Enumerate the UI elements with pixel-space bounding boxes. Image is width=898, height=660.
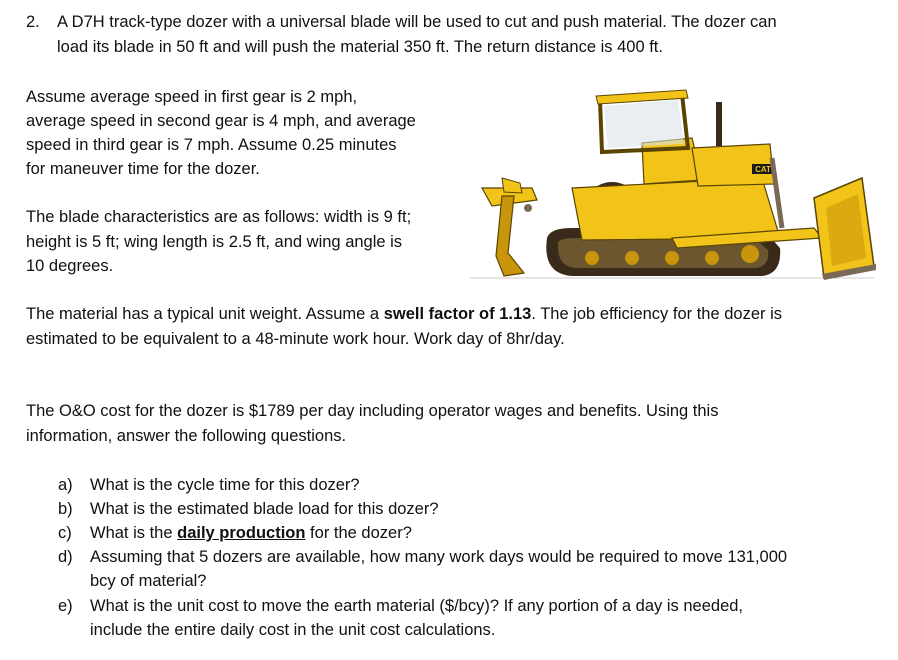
question-a-label: a) xyxy=(58,476,73,494)
question-c-text xyxy=(90,521,412,545)
swell-factor: swell factor of 1.13 xyxy=(383,305,532,323)
blade-line-3: 10 degrees. xyxy=(26,257,114,275)
speed-line-2: average speed in second gear is 4 mph, and average xyxy=(26,112,416,130)
material-line-1 xyxy=(26,302,782,326)
problem-number: 2. xyxy=(26,13,40,31)
blade-line-2: height is 5 ft; wing length is 2.5 ft, and wing angle is xyxy=(26,233,403,251)
intro-line-2: load its blade in 50 ft and will push the material 350 ft. The return distance is 400 ft. xyxy=(57,38,663,56)
cost-line-2: information, answer the following questions. xyxy=(26,427,347,445)
question-c-post: for the dozer? xyxy=(305,524,412,542)
ripper xyxy=(482,178,537,276)
dozer-illustration xyxy=(462,88,882,284)
question-e-line-1: What is the unit cost to move the earth material ($/bcy)? If any portion of a day is needed, xyxy=(90,597,744,615)
question-c-pre: What is the xyxy=(90,524,178,542)
question-b-label: b) xyxy=(58,500,73,518)
question-e-line-2: include the entire daily cost in the unit cost calculations. xyxy=(90,621,496,639)
material-text-b: . The job efficiency for the dozer is xyxy=(531,305,783,323)
material-line-2: estimated to be equivalent to a 48-minute work hour. Work day of 8hr/day. xyxy=(26,330,565,348)
speed-line-4: for maneuver time for the dozer. xyxy=(26,160,260,178)
dozer-body xyxy=(572,90,782,240)
daily-production-term: daily production xyxy=(177,524,306,542)
question-d-line-1: Assuming that 5 dozers are available, how many work days would be required to move 131,000 xyxy=(90,548,788,566)
question-c-label: c) xyxy=(58,524,72,542)
question-d-label: d) xyxy=(58,548,73,566)
question-d-line-2: bcy of material? xyxy=(90,572,207,590)
cost-line-1: The O&O cost for the dozer is $1789 per day including operator wages and benefits. Using this xyxy=(26,402,719,420)
blade-line-1: The blade characteristics are as follows: width is 9 ft; xyxy=(26,208,412,226)
question-a-text: What is the cycle time for this dozer? xyxy=(90,476,360,494)
question-e-label: e) xyxy=(58,597,73,615)
question-b-text: What is the estimated blade load for this dozer? xyxy=(90,500,439,518)
intro-line-1: A D7H track-type dozer with a universal blade will be used to cut and push material. The dozer can xyxy=(57,13,777,31)
speed-line-3: speed in third gear is 7 mph. Assume 0.25 minutes xyxy=(26,136,397,154)
blade xyxy=(814,178,876,280)
material-text-a: The material has a typical unit weight. Assume a xyxy=(26,305,384,323)
cab-logo: CAT xyxy=(755,165,771,174)
speed-line-1: Assume average speed in first gear is 2 mph, xyxy=(26,88,358,106)
